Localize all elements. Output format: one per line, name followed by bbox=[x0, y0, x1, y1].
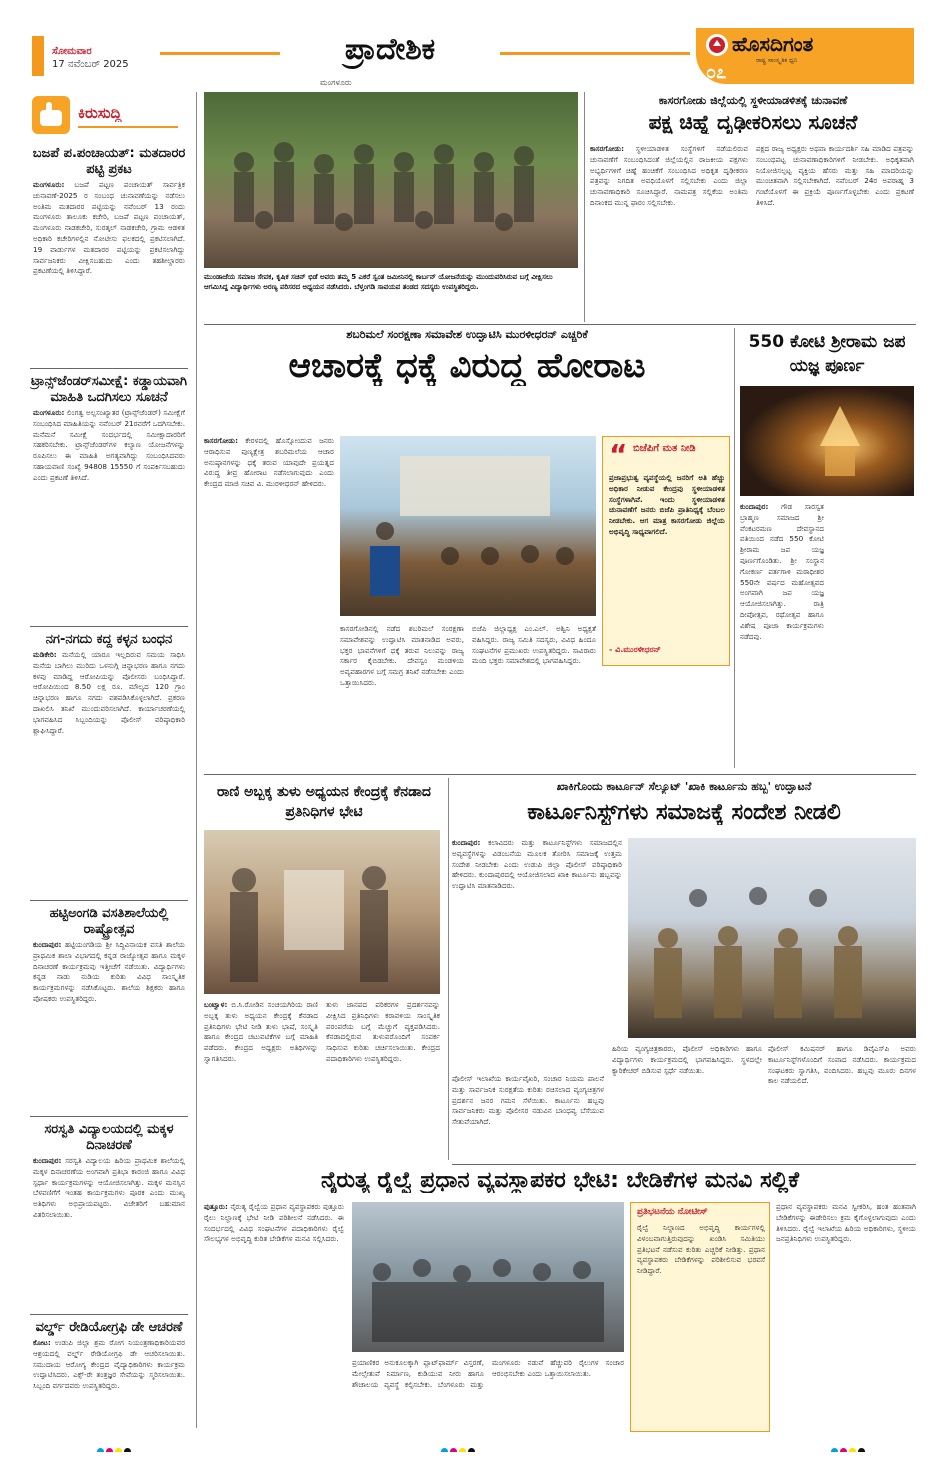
brief-dateline: ಮಡಿಕೇರಿ: bbox=[33, 650, 57, 659]
notice-box-text: ರೈಲ್ವೆ ನಿಲ್ದಾಣದ ಅಭಿವೃದ್ಧಿ ಕಾರ್ಯಗಳಲ್ಲಿ ವಿಳಂಬವಾಗುತ್ತಿರುವುದನ್ನು ಖಂಡಿಸಿ ಸಮಿತಿಯು ಪ್ರತಿಭಟನೆ ನಡೆಸುವ ಕುರಿತು ಎಚ್ಚರಿಕೆ ನೀಡಿತ್ತು. ಪ್ರಧಾನ ವ್ಯವಸ್ಥಾಪಕರು ಬೇಡಿಕೆಗಳನ್ನು ಪರಿಶೀಲಿಸುವ ಭರವಸೆ ನೀಡಿದ್ದಾರೆ. bbox=[637, 1223, 765, 1276]
briefs-logo-text: ಕಿರುಸುದ್ದಿ bbox=[78, 104, 122, 122]
story-dateline: ಕುಂದಾಪುರ: bbox=[740, 502, 769, 511]
edition-name: ಮಂಗಳೂರು bbox=[320, 78, 352, 87]
cartoon-story bbox=[452, 778, 916, 1162]
story-kicker: ಖಾಕಿಗೊಂದು ಕಾರ್ಟೂನ್ ಸೆಲ್ಯೂಟ್ 'ಖಾಕಿ ಕಾರ್ಟೂನು ಹಬ್ಬ' ಉದ್ಘಾಟನೆ bbox=[556, 780, 812, 793]
students-group-photo bbox=[204, 92, 578, 268]
story-column: ಪ್ರಧಾನ ವ್ಯವಸ್ಥಾಪಕರು ಮನವಿ ಸ್ವೀಕರಿಸಿ, ಹಂತ ಹಂತವಾಗಿ ಬೇಡಿಕೆಗಳನ್ನು ಈಡೇರಿಸಲು ಕ್ರಮ ಕೈಗೊಳ್ಳಲಾಗುವುದು ಎಂದು ತಿಳಿಸಿದರು. ರೈಲ್ವೆ ಇಲಾಖೆಯ ಹಿರಿಯ ಅಧಿಕಾರಿಗಳು, ಸ್ಥಳೀಯ ಜನಪ್ರತಿನಿಧಿಗಳು ಉಪಸ್ಥಿತರಿದ್ದರು. bbox=[776, 1202, 916, 1244]
brief-dateline: ಕುಂದಾಪುರ: bbox=[33, 1156, 62, 1165]
story-text: ಕೇರಳದಲ್ಲಿ ಹೊಸ್ಸೋಂದುವ ಜನರು ಆರಾಧಿಸುವ ಪುಣ್ಯಕ್ಷೇತ್ರ ಶಬರಿಮಲೆಯ ಆಚಾರ ಅನುಷ್ಠಾನಗಳನ್ನು ಧಕ್ಕೆ ತರುವ ಯಾವುದೇ ಪ್ರಯತ್ನದ ವಿರುದ್ಧ ತೀವ್ರ ಹೋರಾಟ ನಡೆಸಲಾಗುವುದು ಎಂದು ಕೇಂದ್ರದ ಮಾಜಿ ಸಚಿವ ವಿ. ಮುರಳೀಧರನ್ ಹೇಳಿದರು. bbox=[204, 436, 334, 489]
story-text: ಗೌಡ ಸಾರಸ್ವತ ಬ್ರಾಹ್ಮಣ ಸಮಾಜದ ಶ್ರೀ ವೆಂಕಟರಮಣ ದೇವಸ್ಥಾನದ ವತಿಯಿಂದ ನಡೆದ 550 ಕೋಟಿ ಶ್ರೀರಾಮ ಜಪ ಯಜ್ಞ ಪೂರ್ಣಗೊಂಡಿತು. ಶ್ರೀ ಸಂಸ್ಥಾನ ಗೋಕರ್ಣ ಪರ್ತಗಾಳಿ ಮಠಾಧೀಶರ 550ನೇ ವರ್ಷದ ಮಹೋತ್ಸವದ ಅಂಗವಾಗಿ ಜಪ ಯಜ್ಞ ಆಯೋಜಿಸಲಾಗಿತ್ತು. ರಾತ್ರಿ ದೀಪೋತ್ಸವ, ರಥೋತ್ಸವ ಹಾಗೂ ವಿಶೇಷ ಪೂಜಾ ಕಾರ್ಯಕ್ರಮಗಳು ನಡೆದವು. bbox=[740, 502, 824, 641]
story-headline: ಪಕ್ಷ ಚಿಹ್ನೆ ದೃಢೀಕರಿಸಲು ಸೂಚನೆ bbox=[648, 110, 858, 134]
brief-divider bbox=[30, 368, 188, 369]
officer-figures bbox=[628, 838, 916, 1038]
story-kicker: ಶಬರಿಮಲೆ ಸಂರಕ್ಷಣಾ ಸಮಾವೇಶ ಉದ್ಘಾಟಿಸಿ ಮುರಳೀಧರನ್ ಎಚ್ಚರಿಕೆ bbox=[346, 328, 588, 341]
story-text: ಕಲಾವಿದರು ಮತ್ತು ಕಾರ್ಟೂನಿಸ್ಟ್‌ಗಳು ಸಮಾಜದಲ್ಲಿನ ಅವ್ಯವಸ್ಥೆಗಳನ್ನು ವಿಡಂಬನೆಯ ಮೂಲಕ ತೋರಿಸಿ ಸಮಾಜಕ್ಕೆ ಉತ್ತಮ ಸಂದೇಶ ನೀಡಬೇಕು ಎಂದು ಉಡುಪಿ ಜಿಲ್ಲಾ ಪೊಲೀಸ್ ವರಿಷ್ಠಾಧಿಕಾರಿ ಹೇಳಿದರು. ಕುಂದಾಪುರದಲ್ಲಿ ಆಯೋಜಿಸಲಾದ ಖಾಕಿ ಕಾರ್ಟೂನು ಹಬ್ಬವನ್ನು ಉದ್ಘಾಟಿಸಿ ಮಾತನಾಡಿದರು. bbox=[452, 838, 622, 891]
stage-figures bbox=[340, 436, 596, 616]
registration-marks-center bbox=[440, 1440, 500, 1452]
story-headline: ಕಾರ್ಟೂನಿಸ್ಟ್‌ಗಳು ಸಮಾಜಕ್ಕೆ ಸಂದೇಶ ನೀಡಲಿ bbox=[527, 800, 841, 825]
story-column: ಪಕ್ಷದ ರಾಜ್ಯ ಅಧ್ಯಕ್ಷರು ಅಥವಾ ಕಾರ್ಯದರ್ಶಿ ಸಹಿ ಮಾಡಿದ ಪತ್ರವನ್ನು ಸಂಬಂಧಪಟ್ಟ ಚುನಾವಣಾಧಿಕಾರಿಗಳಿಗೆ ನೀಡಬೇಕು. ಅಧಿಕೃತವಾಗಿ ನಿಯೋಜಿಸಲ್ಪಟ್ಟ ವ್ಯಕ್ತಿಯ ಹೆಸರು ಮತ್ತು ಸಹಿ ಮಾದರಿಯನ್ನು ಮುಂಚಿತವಾಗಿ ಸಲ್ಲಿಸಬೇಕಾಗಿದೆ. ನವೆಂಬರ್ 24ರ ಅಪರಾಹ್ನ 3 ಗಂಟೆಯೊಳಗೆ ಈ ಪ್ರಕ್ರಿಯೆ ಪೂರ್ಣಗೊಳ್ಳಬೇಕು ಎಂದು ಪ್ರಕಟಣೆ ತಿಳಿಸಿದೆ. bbox=[756, 144, 914, 207]
brief-body bbox=[30, 178, 188, 279]
page-number: ೦೭ bbox=[706, 62, 727, 83]
story-column: ಕಾಸರಗೋಡಿನಲ್ಲಿ ನಡೆದ ಶಬರಿಮಲೆ ಸಂರಕ್ಷಣಾ ಸಮಾವೇಶವನ್ನು ಉದ್ಘಾಟಿಸಿ ಮಾತನಾಡಿದ ಅವರು, ಭಕ್ತರ ಭಾವನೆಗಳಿಗೆ ಧಕ್ಕೆ ತರುವ ನಿಲುವನ್ನು ರಾಜ್ಯ ಸರ್ಕಾರ ಕೈಬಿಡಬೇಕು. ದೇವಸ್ವಂ ಮಂಡಳಿಯ ಅವ್ಯವಹಾರಗಳ ಬಗ್ಗೆ ಸಮಗ್ರ ತನಿಖೆ ನಡೆಸಬೇಕು ಎಂದು ಒತ್ತಾಯಿಸಿದರು. bbox=[340, 624, 464, 687]
brief-dateline: ಮಂಗಳೂರು: bbox=[33, 180, 65, 189]
yajna-night-photo bbox=[740, 386, 914, 496]
story-column bbox=[830, 502, 914, 768]
quote-box-title: ಬಿಜೆಪಿಗೆ ಮತ ನೀಡಿ bbox=[633, 443, 696, 454]
header-left-bar bbox=[32, 36, 44, 76]
story-column: ಪೊಲೀಸ್ ಕಮಿಷನರ್ ಹಾಗೂ ಡಿವೈಎಸ್‌ಪಿ ಅವರು ಕಾರ್ಟೂನಿಸ್ಟ್‌ಗಳೊಂದಿಗೆ ಸಂವಾದ ನಡೆಸಿದರು. ಕಾರ್ಯಕ್ರಮದ ಸಂಘಟಕರು ಸ್ವಾಗತಿಸಿ, ವಂದಿಸಿದರು. ಹಬ್ಬವು ಮೂರು ದಿನಗಳ ಕಾಲ ನಡೆಯಲಿದೆ. bbox=[768, 1044, 916, 1086]
section-title: ಪ್ರಾದೇಶಿಕ bbox=[344, 32, 436, 67]
brief-text: ಲಿಂಗತ್ವ ಅಲ್ಪಸಂಖ್ಯಾತರ (ಟ್ರಾನ್ಸ್‌ಜೆಂಡರ್) ಸಮೀಕ್ಷೆಗೆ ಸಂಬಂಧಿಸಿದ ಮಾಹಿತಿಯನ್ನು ನವೆಂಬರ್ 21ರವರೆಗೆ ಒದಗಿಸಬೇಕು. ಮನೆಮನೆ ಸಮೀಕ್ಷೆ ಸಂದರ್ಭದಲ್ಲಿ ಸಮೀಕ್ಷಾದಾರರಿಗೆ ಸಹಕರಿಸಬೇಕು. ಟ್ರಾನ್ಸ್‌ಜೆಂಡರ್‌ಗಳ ಕಲ್ಯಾಣ ಯೋಜನೆಗಳನ್ನು ರೂಪಿಸಲು ಈ ಮಾಹಿತಿ ಅಗತ್ಯವಾಗಿದ್ದು ಸಂಬಂಧಿಸಿದವರು ಸಹಾಯವಾಣಿ ಸಂಖ್ಯೆ 94808 15550 ಗೆ ಸಂಪರ್ಕಿಸಬಹುದು ಎಂದು ಪ್ರಕಟಣೆ ತಿಳಿಸಿದೆ. bbox=[33, 408, 185, 482]
masthead-tagline: ರಾಷ್ಟ್ರ ಸಾಂಸ್ಕೃತಿಕ ಧ್ವನಿ bbox=[756, 57, 798, 64]
story-column bbox=[204, 436, 334, 826]
canada-visitors-photo bbox=[204, 830, 440, 994]
railway-story bbox=[204, 1166, 916, 1436]
temple-chariot bbox=[740, 386, 914, 496]
story-column bbox=[590, 144, 748, 322]
story-column: ಹಿರಿಯ ವ್ಯಂಗ್ಯಚಿತ್ರಕಾರರು, ಪೊಲೀಸ್ ಅಧಿಕಾರಿಗಳು ಹಾಗೂ ವಿದ್ಯಾರ್ಥಿಗಳು ಕಾರ್ಯಕ್ರಮದಲ್ಲಿ ಭಾಗವಹಿಸಿದ್ದರು. ಸ್ಥಳದಲ್ಲೇ ಕ್ಯಾರಿಕೇಚರ್ ಬಿಡಿಸುವ ಸ್ಪರ್ಧೆ ನಡೆಯಿತು. bbox=[612, 1044, 762, 1075]
registration-marks-right bbox=[830, 1440, 890, 1452]
story-column: ಪ್ರಯಾಣಿಕರ ಅನುಕೂಲಕ್ಕಾಗಿ ಪ್ಲಾಟ್‌ಫಾರ್ಮ್ ವಿಸ್ತರಣೆ, ಮೇಲ್ಸೇತುವೆ ನಿರ್ಮಾಣ, ಕುಡಿಯುವ ನೀರು ಹಾಗೂ ಶೌಚಾಲಯ ವ್ಯವಸ್ಥೆ ಕಲ್ಪಿಸಬೇಕು. ಬೆಂಗಳೂರು ಮತ್ತು ಮಂಗಳೂರು ನಡುವೆ ಹೆಚ್ಚುವರಿ ರೈಲುಗಳ ಸಂಚಾರ ಆರಂಭಿಸಬೇಕು ಎಂದು ಒತ್ತಾಯಿಸಲಾಯಿತು. bbox=[352, 1358, 624, 1389]
brief-body bbox=[30, 406, 188, 486]
header-rule-left bbox=[160, 52, 280, 55]
story-headline: 550 ಕೋಟಿ ಶ್ರೀರಾಮ ಜಪ ಯಜ್ಞ ಪೂರ್ಣ bbox=[748, 332, 906, 376]
story-dateline: ಬಂಟ್ವಾಳ: bbox=[204, 1000, 228, 1009]
brief-item bbox=[30, 1122, 188, 1312]
masthead-title: ಹೊಸದಿಗಂತ bbox=[732, 32, 814, 56]
column-divider bbox=[196, 92, 197, 1428]
story-kicker: ಕಾಸರಗೋಡು ಜಿಲ್ಲೆಯಲ್ಲಿ ಸ್ಥಳೀಯಾಡಳಿತಕ್ಕೆ ಚುನಾವಣೆ bbox=[658, 94, 848, 107]
brief-divider bbox=[30, 1116, 188, 1117]
header-rule-right bbox=[500, 52, 690, 55]
brief-title: ಸರಸ್ವತಿ ವಿದ್ಯಾಲಯದಲ್ಲಿ ಮಕ್ಕಳ ದಿನಾಚರಣೆ bbox=[44, 1122, 174, 1153]
brief-text: ಸರಸ್ವತಿ ವಿದ್ಯಾಲಯ ಹಿರಿಯ ಪ್ರಾಥಮಿಕ ಶಾಲೆಯಲ್ಲಿ ಮಕ್ಕಳ ದಿನಾಚರಣೆಯ ಅಂಗವಾಗಿ ಪ್ರತಿಭಾ ಕಾರಂಜಿ ಹಾಗೂ ವಿವಿಧ ಸ್ಪರ್ಧಾ ಕಾರ್ಯಕ್ರಮಗಳನ್ನು ಆಯೋಜಿಸಲಾಗಿತ್ತು. ಮಕ್ಕಳ ಮನಸ್ಸಿನ ಬೆಳವಣಿಗೆಗೆ ಇಂತಹ ಕಾರ್ಯಕ್ರಮಗಳು ಪೂರಕ ಎಂದು ಮುಖ್ಯ ಅತಿಥಿಗಳು ಅಭಿಪ್ರಾಯಪಟ್ಟರು. ವಿಜೇತರಿಗೆ ಬಹುಮಾನ ವಿತರಿಸಲಾಯಿತು. bbox=[33, 1156, 185, 1219]
pointing-hand-icon bbox=[32, 96, 70, 134]
story-text: ಸ್ಥಳೀಯಾಡಳಿತ ಸಂಸ್ಥೆಗಳಿಗೆ ನಡೆಯಲಿರುವ ಚುನಾವಣೆಗೆ ಸಂಬಂಧಿಸಿದಂತೆ ಜಿಲ್ಲೆಯಲ್ಲಿನ ರಾಜಕೀಯ ಪಕ್ಷಗಳು ಅಭ್ಯರ್ಥಿಗಳಿಗೆ ಚಿಹ್ನೆ ಹಂಚಿಕೆಗೆ ಸಂಬಂಧಿಸಿದ ಅಧಿಕೃತ ದೃಢೀಕರಣ ಪತ್ರವನ್ನು ನಿಗದಿತ ಅವಧಿಯೊಳಗೆ ಸಲ್ಲಿಸಬೇಕು ಎಂದು ಜಿಲ್ಲಾ ಚುನಾವಣಾಧಿಕಾರಿ ಸೂಚಿಸಿದ್ದಾರೆ. ನಾಮಪತ್ರ ಸಲ್ಲಿಕೆಯ ಅಂತಿಮ ದಿನಾಂಕದ ಮುನ್ನ ಫಾರಂ ಸಲ್ಲಿಸಬೇಕು. bbox=[590, 144, 748, 207]
story-column bbox=[204, 1202, 344, 1434]
brief-text: ಹಟ್ಟಿಯಂಗಡಿಯ ಶ್ರೀ ಸಿದ್ಧಿವಿನಾಯಕ ವಸತಿ ಶಾಲೆಯ ಪ್ರಾಥಮಿಕ ಶಾಲಾ ವಿಭಾಗದಲ್ಲಿ ಕನ್ನಡ ರಾಜ್ಯೋತ್ಸವ ಹಾಗೂ ಮಕ್ಕಳ ದಿನಾಚರಣೆ ಕಾರ್ಯಕ್ರಮವು ಇತ್ತೀಚೆಗೆ ನಡೆಯಿತು. ವಿದ್ಯಾರ್ಥಿಗಳು ಕನ್ನಡ ನಾಡು ನುಡಿಯ ಕುರಿತು ವಿವಿಧ ಸಾಂಸ್ಕೃತಿಕ ಕಾರ್ಯಕ್ರಮಗಳನ್ನು ನಡೆಸಿಕೊಟ್ಟರು. ಶಾಲೆಯ ಶಿಕ್ಷಕರು ಹಾಗೂ ಪೋಷಕರು ಉಪಸ್ಥಿತರಿದ್ದರು. bbox=[33, 940, 185, 1003]
page-header bbox=[0, 0, 945, 88]
story-column: ಬಿಜೆಪಿ ಜಿಲ್ಲಾಧ್ಯಕ್ಷ ಎಂ.ಎಲ್. ಅಶ್ವಿನಿ ಅಧ್ಯಕ್ಷತೆ ವಹಿಸಿದ್ದರು. ರಾಜ್ಯ ಸಮಿತಿ ಸದಸ್ಯರು, ವಿವಿಧ ಹಿಂದೂ ಸಂಘಟನೆಗಳ ಪ್ರಮುಖರು ಉಪಸ್ಥಿತರಿದ್ದರು. ಸಾವಿರಾರು ಮಂದಿ ಭಕ್ತರು ಸಮಾವೇಶದಲ್ಲಿ ಭಾಗವಹಿಸಿದ್ದರು. bbox=[472, 624, 596, 666]
brief-item bbox=[30, 1320, 188, 1430]
brief-title: ಟ್ರಾನ್ಸ್‌ಜೆಂಡರ್‌ಸಮೀಕ್ಷೆ: ಕಡ್ಡಾಯವಾಗಿ ಮಾಹಿತಿ ಒದಗಿಸಲು ಸೂಚನೆ bbox=[30, 374, 188, 405]
column-divider bbox=[584, 92, 585, 322]
story-column: ಪೊಲೀಸ್ ಇಲಾಖೆಯ ಕಾರ್ಯವೈಖರಿ, ಸಂಚಾರ ನಿಯಮ ಪಾಲನೆ ಮತ್ತು ಸಾರ್ವಜನಿಕ ಸುರಕ್ಷತೆಯ ಕುರಿತು ರಚಿಸಲಾದ ವ್ಯಂಗ್ಯಚಿತ್ರಗಳ ಪ್ರದರ್ಶನ ಜನರ ಗಮನ ಸೆಳೆಯಿತು. ಕಾರ್ಟೂನು ಹಬ್ಬವು ಸಾರ್ವಜನಿಕರು ಮತ್ತು ಪೊಲೀಸರ ನಡುವಿನ ಬಾಂಧವ್ಯ ಬೆಸೆಯುವ ಸೇತುವೆಯಾಗಿದೆ. bbox=[452, 1074, 604, 1127]
brief-item bbox=[30, 906, 188, 1114]
brief-body bbox=[30, 1336, 188, 1394]
quote-icon: “ bbox=[609, 441, 628, 463]
story-dateline: ಪುತ್ತೂರು: bbox=[204, 1202, 228, 1211]
story-column bbox=[452, 838, 622, 1068]
brief-divider bbox=[30, 1314, 188, 1315]
brief-body bbox=[30, 1154, 188, 1223]
brief-text: ಮನೆಯಲ್ಲಿ ಯಾರೂ ಇಲ್ಲದಿರುವ ಸಮಯ ಸಾಧಿಸಿ ಮನೆಯ ಬಾಗಿಲು ಮುರಿದು ಒಳನುಗ್ಗಿ ಚಿನ್ನಾಭರಣ ಹಾಗೂ ನಗದು ಕಳವು ಮಾಡಿದ್ದ ಆರೋಪಿಯನ್ನು ಪೊಲೀಸರು ಬಂಧಿಸಿದ್ದಾರೆ. ಆರೋಪಿಯಿಂದ 8.50 ಲಕ್ಷ ರೂ. ಮೌಲ್ಯದ 120 ಗ್ರಾಂ ಚಿನ್ನಾಭರಣ ಹಾಗೂ ನಗದು ವಶಪಡಿಸಿಕೊಳ್ಳಲಾಗಿದೆ. ಪ್ರಕರಣ ದಾಖಲಿಸಿ ತನಿಖೆ ಮುಂದುವರಿಸಲಾಗಿದೆ. ಕಾರ್ಯಾಚರಣೆಯಲ್ಲಿ ಭಾಗವಹಿಸಿದ ಸಿಬ್ಬಂದಿಯನ್ನು ಪೊಲೀಸ್ ವರಿಷ್ಠಾಧಿಕಾರಿ ಶ್ಲಾಘಿಸಿದ್ದಾರೆ. bbox=[33, 650, 185, 735]
column-divider bbox=[448, 778, 449, 1160]
brief-item bbox=[30, 146, 188, 366]
quote-box-author: - ವಿ.ಮುರಳೀಧರನ್ bbox=[609, 645, 661, 654]
brief-divider bbox=[30, 626, 188, 627]
brief-item bbox=[30, 632, 188, 898]
brief-dateline: ಮಂಗಳೂರು: bbox=[33, 408, 65, 417]
sriram-story bbox=[738, 330, 916, 770]
story-headline: ರಾಣಿ ಅಬ್ಬಕ್ಕ ತುಳು ಅಧ್ಯಯನ ಕೇಂದ್ರಕ್ಕೆ ಕೆನಡಾದ ಪ್ರತಿನಿಧಿಗಳ ಭೇಟಿ bbox=[217, 784, 431, 820]
top-photo-caption: ಮುಂಡಾಜೆಯ ಸಮಾಜ ಸೇವಕ, ಕೃಷಿಕ ಸಚಿನ್ ಭಿಡೆ ಅವರು ತಮ್ಮ 5 ಎಕರೆ ಸ್ವಂತ ಜಮೀನಿನಲ್ಲಿ ಕಾರ್ಬನ್ ಯೋಜನೆಯನ್ನು ಮುಂದುವರಿಸಿರುವ ಬಗ್ಗೆ ವೀಕ್ಷಿಸಲು ಆಗಮಿಸಿದ್ದ ವಿದ್ಯಾರ್ಥಿಗಳು ಅರಣ್ಯ ಪರಿಸರದ ಅಧ್ಯಯನ ನಡೆಸಿದರು. ಬೆಳ್ತಂಗಡಿ ಸಾವಯವ ತಂಡದ ಸದಸ್ಯರು ಉಪಸ್ಥಿತರಿದ್ದರು. bbox=[204, 273, 553, 291]
story-headline: ಆಚಾರಕ್ಕೆ ಧಕ್ಕೆ ವಿರುದ್ಧ ಹೋರಾಟ bbox=[288, 346, 646, 386]
masthead-logo-icon bbox=[706, 34, 728, 56]
group-silhouettes bbox=[204, 92, 578, 268]
section-divider bbox=[204, 774, 916, 775]
police-officers-photo bbox=[628, 838, 916, 1038]
issue-date: 17 ನವೆಂಬರ್ 2025 bbox=[52, 59, 129, 70]
brief-title: ನಗ-ನಗದು ಕದ್ದ ಕಳ್ಳನ ಬಂಧನ bbox=[45, 632, 173, 647]
railway-inspection-photo bbox=[352, 1202, 624, 1352]
story-column bbox=[740, 502, 824, 768]
sabarimala-story bbox=[204, 328, 730, 828]
notice-box-title: ಪ್ರತಿಭಟನೆಯ ನೋಟೀಸ್ bbox=[637, 1207, 708, 1217]
brief-body bbox=[30, 938, 188, 1007]
brief-text: ಉಡುಪಿ ಜಿಲ್ಲಾ ಶ್ರಮ ರೋಗ ನಿಯಂತ್ರಣಾಧಿಕಾರಿಯವರ ಆಶ್ರಯದಲ್ಲಿ ವರ್ಲ್ಡ್ ರೇಡಿಯೋಗ್ರಫಿ ಡೇ ಆಚರಿಸಲಾಯಿತು. ಸಮುದಾಯ ಆರೋಗ್ಯ ಕೇಂದ್ರದ ವೈದ್ಯಾಧಿಕಾರಿಗಳು ಕಾರ್ಯಕ್ರಮ ಉದ್ಘಾಟಿಸಿದರು. ಎಕ್ಸ್-ರೇ ತಂತ್ರಜ್ಞರ ಸೇವೆಯನ್ನು ಸ್ಮರಿಸಲಾಯಿತು. ಸಿಬ್ಬಂದಿ ವರ್ಗದವರು ಉಪಸ್ಥಿತರಿದ್ದರು. bbox=[33, 1338, 185, 1391]
brief-title: ವರ್ಲ್ಡ್‌ ರೇಡಿಯೋಗ್ರಫಿ ಡೇ ಆಚರಣೆ bbox=[35, 1320, 183, 1335]
convention-stage-photo bbox=[340, 436, 596, 616]
registration-marks-left bbox=[96, 1440, 156, 1452]
story-dateline: ಕಾಸರಗೋಡು: bbox=[204, 436, 238, 445]
briefs-logo bbox=[32, 96, 182, 134]
story-dateline: ಕಾಸರಗೋಡು: bbox=[590, 144, 624, 153]
issue-day: ಸೋಮವಾರ bbox=[52, 46, 92, 57]
brief-title: ಹಟ್ಟಿಅಂಗಡಿ ವಸತಿಶಾಲೆಯಲ್ಲಿ ರಾಷ್ಟ್ರೋತ್ಸವ bbox=[49, 906, 169, 937]
quote-box bbox=[602, 436, 730, 666]
protest-notice-box bbox=[630, 1202, 770, 1432]
section-divider bbox=[452, 1164, 916, 1165]
brief-title: ಬಜಪೆ ಪ.ಪಂಚಾಯತ್‌: ಮತದಾರರ ಪಟ್ಟಿ ಪ್ರಕಟ bbox=[32, 146, 186, 177]
kasaragod-story bbox=[590, 92, 916, 324]
masthead-block bbox=[696, 28, 914, 84]
briefs-logo-underline bbox=[78, 126, 178, 128]
story-headline: ನೈರುತ್ಯ ರೈಲ್ವೆ ಪ್ರಧಾನ ವ್ಯವಸ್ಥಾಪಕರ ಭೇಟಿ: ಬೇಡಿಕೆಗಳ ಮನವಿ ಸಲ್ಲಿಕೆ bbox=[320, 1168, 800, 1193]
story-text: ಬಿ.ಸಿ.ರೋಡಿನ ಸಂಚಯಗಿರಿಯ ರಾಣಿ ಅಬ್ಬಕ್ಕ ತುಳು ಅಧ್ಯಯನ ಕೇಂದ್ರಕ್ಕೆ ಕೆನಡಾದ ಪ್ರತಿನಿಧಿಗಳು ಭೇಟಿ ನೀಡಿ ತುಳು ಭಾಷೆ, ಸಂಸ್ಕೃತಿ ಹಾಗೂ ಕೇಂದ್ರದ ಚಟುವಟಿಕೆಗಳ ಬಗ್ಗೆ ಮಾಹಿತಿ ಪಡೆದರು. ಕೇಂದ್ರದ ಅಧ್ಯಕ್ಷರು ಅತಿಥಿಗಳನ್ನು ಸ್ವಾಗತಿಸಿದರು. bbox=[204, 1000, 318, 1063]
brief-dateline: ಕುಂದಾಪುರ: bbox=[33, 940, 62, 949]
brief-item bbox=[30, 374, 188, 624]
brief-text: ಬಜಪೆ ಪಟ್ಟಣ ಪಂಚಾಯತ್ ಸಾರ್ವತ್ರಿಕ ಚುನಾವಣೆ-2025 ರ ಸಂಬಂಧ ಚುನಾವಣೆಯನ್ನು ನಡೆಸಲು ಅಂತಿಮ ಮತದಾರರ ಪಟ್ಟಿಯನ್ನು ನವೆಂಬರ್ 13 ರಂದು ಮಂಗಳೂರು ತಾಲೂಕು ಕಚೇರಿ, ಬಜಪೆ ಪಟ್ಟಣ ಪಂಚಾಯತ್, ಮಂಗಳೂರು ನಾಡಕಚೇರಿ, ಸುರತ್ಕಲ್ ನಾಡಕಚೇರಿ, ಗ್ರಾಮ ಆಡಳಿತ ಅಧಿಕಾರಿ ಕಚೇರಿಗಳಲ್ಲಿನ ನೋಟೀಸು ಫಲಕದಲ್ಲಿ ಪ್ರಕಟಿಸಲಾಗಿದೆ. 19 ವಾರ್ಡುಗಳ ಮತದಾರರ ಪಟ್ಟಿಯನ್ನು ಪ್ರಕಟಿಸಲಾಗಿದ್ದು ಸಾರ್ವಜನಿಕರು ವೀಕ್ಷಿಸಬಹುದು ಎಂದು ತಹಶೀಲ್ದಾರರು ಪ್ರಕಟಣೆಯಲ್ಲಿ ತಿಳಿಸಿದ್ದಾರೆ. bbox=[33, 180, 185, 276]
briefs-column bbox=[30, 90, 190, 1430]
quote-box-text: ಪ್ರಜಾಪ್ರಭುತ್ವ ವ್ಯವಸ್ಥೆಯಲ್ಲಿ ಜನರಿಗೆ ಅತಿ ಹೆಚ್ಚು ಅಧಿಕಾರ ನೀಡುವ ಕೇಂದ್ರವು ಸ್ಥಳೀಯಾಡಳಿತ ಸಂಸ್ಥೆಗಳಾಗಿವೆ. ಇಂದು ಸ್ಥಳೀಯಾಡಳಿತ ಚುನಾವಣೆಗೆ ಜನರು ಬಿಜೆಪಿ ಪ್ರಾತಿನಿಧ್ಯಕ್ಕೆ ಬೆಂಬಲ ನೀಡಬೇಕು. ಆಗ ಮಾತ್ರ ಕಾಸರಗೋಡು ಜಿಲ್ಲೆಯ ಅಭಿವೃದ್ಧಿ ಸಾಧ್ಯವಾಗಲಿದೆ. bbox=[609, 473, 725, 536]
visitor-figures bbox=[204, 830, 440, 994]
section-divider bbox=[204, 324, 916, 325]
crowd-figures bbox=[352, 1202, 624, 1352]
brief-divider bbox=[30, 900, 188, 901]
story-column: ತುಳು ಜಾನಪದ ಪರಿಕರಗಳ ಪ್ರದರ್ಶನವನ್ನು ವೀಕ್ಷಿಸಿದ ಪ್ರತಿನಿಧಿಗಳು ಕರಾವಳಿಯ ಸಾಂಸ್ಕೃತಿಕ ಪರಂಪರೆಯ ಬಗ್ಗೆ ಮೆಚ್ಚುಗೆ ವ್ಯಕ್ತಪಡಿಸಿದರು. ಕೆನಡಾದಲ್ಲಿರುವ ತುಳುವರೊಂದಿಗೆ ಸಂಪರ್ಕ ಸಾಧಿಸುವ ಕುರಿತು ಚರ್ಚಿಸಲಾಯಿತು. ಕೇಂದ್ರದ ಪದಾಧಿಕಾರಿಗಳು ಉಪಸ್ಥಿತರಿದ್ದರು. bbox=[326, 1000, 440, 1063]
column-divider bbox=[734, 328, 735, 768]
brief-body bbox=[30, 648, 188, 738]
story-text: ನೈರುತ್ಯ ರೈಲ್ವೆಯ ಪ್ರಧಾನ ವ್ಯವಸ್ಥಾಪಕರು ಪುತ್ತೂರು ರೈಲು ನಿಲ್ದಾಣಕ್ಕೆ ಭೇಟಿ ನೀಡಿ ಪರಿಶೀಲನೆ ನಡೆಸಿದರು. ಈ ಸಂದರ್ಭದಲ್ಲಿ ವಿವಿಧ ಸಂಘಟನೆಗಳ ಪದಾಧಿಕಾರಿಗಳು ರೈಲ್ವೆ ಸೌಲಭ್ಯಗಳ ಅಭಿವೃದ್ಧಿ ಕುರಿತ ಬೇಡಿಕೆಗಳ ಮನವಿ ಸಲ್ಲಿಸಿದರು. bbox=[204, 1202, 344, 1244]
brief-dateline: ಕೋಟ: bbox=[33, 1338, 51, 1347]
story-dateline: ಕುಂದಾಪುರ: bbox=[452, 838, 481, 847]
